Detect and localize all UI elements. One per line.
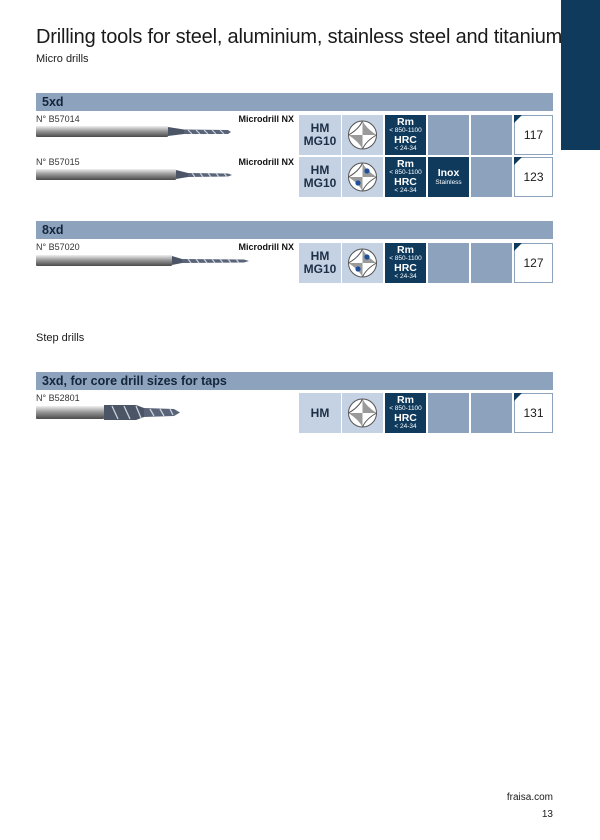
section-header-5xd: 5xd [36,93,553,111]
catalogue-page-link[interactable]: 127 [514,243,553,283]
tensile-strength-badge: Rm < 850-1100 HRC < 24-34 [385,157,426,197]
microdrill-image [36,167,236,183]
product-name: Microdrill NX [238,114,294,124]
microdrill-image [36,253,256,269]
microdrill-image [36,124,236,140]
material-badge: HM [299,393,341,433]
two-flute-coolant-cross-section-icon [342,243,383,283]
material-column-empty [428,115,469,155]
two-flute-coolant-cross-section-icon [342,157,383,197]
material-column-empty [471,393,512,433]
material-column-empty [471,243,512,283]
two-flute-cross-section-icon [342,115,383,155]
material-badge: HM MG10 [299,243,341,283]
tensile-strength-badge: Rm < 850-1100 HRC < 24-34 [385,393,426,433]
tensile-strength-badge: Rm < 850-1100 HRC < 24-34 [385,115,426,155]
material-badge: HM MG10 [299,115,341,155]
page-title: Drilling tools for steel, aluminium, stainless steel and titanium [36,26,563,48]
catalogue-page-link[interactable]: 117 [514,115,553,155]
product-number[interactable]: N° B57015 [36,157,80,167]
material-column-empty [428,393,469,433]
product-number[interactable]: N° B52801 [36,393,80,403]
material-column-empty [428,243,469,283]
catalogue-page-link[interactable]: 123 [514,157,553,197]
step-drills-subtitle: Step drills [36,332,85,344]
chapter-tab [561,0,600,150]
step-drill-image [36,402,186,424]
product-number[interactable]: N° B57020 [36,242,80,252]
material-column-empty [471,115,512,155]
page-subtitle: Micro drills [36,53,89,65]
section-header-3xd: 3xd, for core drill sizes for taps [36,372,553,390]
material-badge: HM MG10 [299,157,341,197]
product-name: Microdrill NX [238,242,294,252]
tensile-strength-badge: Rm < 850-1100 HRC < 24-34 [385,243,426,283]
stainless-badge: Inox Stainless [428,157,469,197]
catalogue-page-link[interactable]: 131 [514,393,553,433]
product-number[interactable]: N° B57014 [36,114,80,124]
page-number: 13 [541,809,553,820]
section-header-8xd: 8xd [36,221,553,239]
material-column-empty [471,157,512,197]
footer-website-link[interactable]: fraisa.com [506,792,553,803]
two-flute-cross-section-icon [342,393,383,433]
product-name: Microdrill NX [238,157,294,167]
